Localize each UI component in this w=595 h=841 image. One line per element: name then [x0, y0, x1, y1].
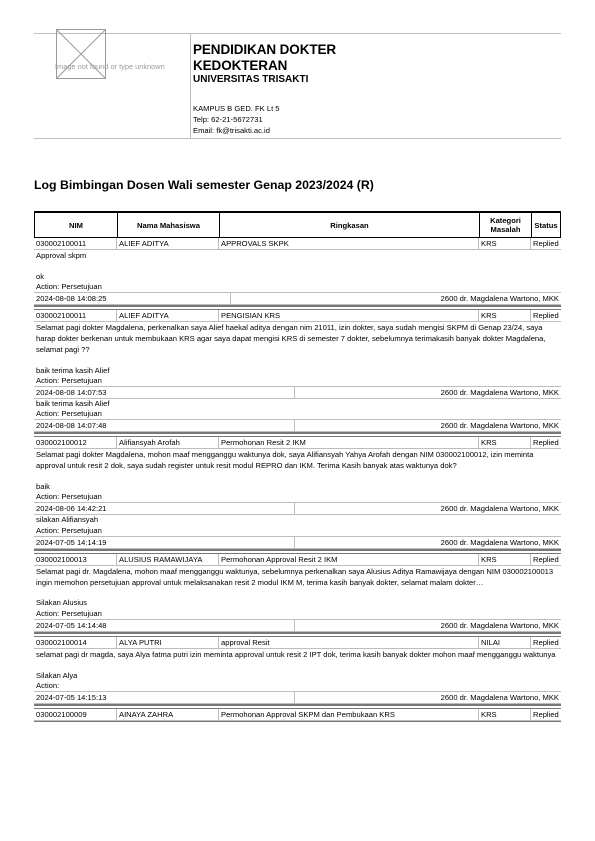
student-message: selamat pagi dr magda, saya Alya fatma putri izin meminta approval untuk resit 2 IPT dok, terima kasih banyak dokter mohon maaf mengganggu waktunya	[36, 649, 556, 659]
column-header-nim: NIM	[69, 220, 83, 230]
reply-action: Action: Persetujuan	[36, 608, 102, 618]
phone: Telp: 62-21-5672731	[193, 115, 263, 124]
student-name-cell: ALIEF ADITYA	[116, 238, 218, 249]
status-cell: Replied	[530, 709, 561, 720]
column-header-status: Status	[531, 213, 560, 237]
log-entry	[34, 306, 561, 433]
student-name-cell: Alifiansyah Arofah	[116, 437, 218, 448]
category-cell: KRS	[478, 437, 530, 448]
student-message: Approval skpm	[36, 251, 87, 260]
institution-name: PENDIDIKAN DOKTER	[193, 42, 337, 57]
category-cell: KRS	[478, 554, 530, 565]
reply-author: 2600 dr. Magdalena Wartono, MKK	[440, 421, 559, 431]
address: KAMPUS B GED. FK Lt 5	[193, 104, 280, 113]
reply-footer	[34, 419, 561, 432]
lecturer-reply: Silakan Alya	[36, 670, 78, 680]
summary-cell: PENGISIAN KRS	[218, 310, 478, 321]
reply-action: Action: Persetujuan	[36, 409, 102, 419]
reply-datetime: 2024-08-08 14:07:48	[36, 421, 107, 431]
column-header-summary: Ringkasan	[219, 213, 479, 237]
reply-action: Action: Persetujuan	[36, 492, 102, 502]
reply-footer	[34, 292, 561, 305]
reply-footer	[34, 386, 561, 399]
reply-author: 2600 dr. Magdalena Wartono, MKK	[440, 620, 559, 630]
lecturer-reply: Silakan Alusius	[36, 598, 88, 608]
footer-divider	[294, 692, 295, 703]
status-cell: Replied	[530, 310, 561, 321]
reply-action: Action: Persetujuan	[36, 282, 102, 291]
nim-cell: 030002100013	[36, 554, 87, 564]
reply-datetime: 2024-07-05 14:15:13	[36, 693, 107, 703]
category-cell: KRS	[478, 310, 530, 321]
student-message: Selamat pagi dokter Magdalena, perkenalkan saya Alief haekal aditya dengan nim 21011, izin dokter, saya sudah mengisi SKPM di Genap 23/24, saya harap dokter berkenan untuk membukaan KRS agar saya dapat mengisi KRS di semester 7 dokter, sebelumnya terimakasih banyak dokter Magdalena, selamat pagi ??	[36, 323, 546, 354]
table-row	[34, 238, 561, 250]
status-cell: Replied	[530, 437, 561, 448]
reply-author: 2600 dr. Magdalena Wartono, MKK	[440, 693, 559, 703]
lecturer-reply: silakan Alifiansyah	[36, 515, 99, 525]
category-cell: KRS	[478, 238, 530, 249]
column-header-category: Kategori Masalah	[479, 213, 531, 237]
lecturer-reply: baik	[36, 482, 50, 491]
nim-cell: 030002100014	[36, 637, 87, 647]
footer-divider	[294, 420, 295, 431]
footer-divider	[294, 503, 295, 514]
reply-datetime: 2024-07-05 14:14:48	[36, 620, 107, 630]
status-cell: Replied	[530, 554, 561, 565]
table-row	[34, 554, 561, 566]
student-name-cell: AINAYA ZAHRA	[116, 709, 218, 720]
reply-datetime: 2024-08-06 14:42:21	[36, 504, 107, 514]
log-entry	[34, 433, 561, 549]
log-entry	[34, 633, 561, 705]
summary-cell: APPROVALS SKPK	[218, 238, 478, 249]
reply-author: 2600 dr. Magdalena Wartono, MKK	[440, 294, 559, 304]
category-cell: NILAI	[478, 637, 530, 648]
page-title: Log Bimbingan Dosen Wali semester Genap 2023/2024 (R)	[34, 178, 374, 192]
lecturer-reply: baik terima kasih Alief	[36, 399, 110, 408]
university-name: UNIVERSITAS TRISAKTI	[193, 74, 309, 85]
broken-image-icon	[56, 29, 106, 79]
reply-author: 2600 dr. Magdalena Wartono, MKK	[440, 388, 559, 397]
log-entries	[34, 238, 561, 722]
nim-cell: 030002100011	[36, 239, 87, 248]
reply-footer	[34, 502, 561, 515]
reply-datetime: 2024-07-05 14:14:19	[36, 537, 107, 547]
letterhead-divider	[190, 34, 191, 138]
footer-divider	[230, 293, 231, 304]
reply-action: Action:	[36, 680, 60, 690]
nim-cell: 030002100012	[36, 438, 87, 448]
table-row	[34, 437, 561, 449]
category-cell: KRS	[478, 709, 530, 720]
status-cell: Replied	[530, 238, 561, 249]
table-header	[34, 211, 561, 238]
student-name-cell: ALUSIUS RAMAWIJAYA	[116, 554, 218, 565]
summary-cell: Permohonan Approval Resit 2 IKM	[218, 554, 478, 565]
student-message: Selamat pagi dr. Magdalena, mohon maaf mengganggu waktunya, sebelumnya perkenalkan saya Alusius Aditya Ramawijaya dengan NIM 030002100013 ingin memohon persetujuan approval untuk melaksanakan resit 2 modul IKM M, terima kasih banyak dokter, selamat malam dokter…	[36, 566, 554, 587]
nim-cell: 030002100009	[36, 710, 87, 720]
table-row	[34, 310, 561, 322]
log-entry	[34, 238, 561, 306]
student-name-cell: ALIEF ADITYA	[116, 310, 218, 321]
reply-datetime: 2024-08-08 14:08:25	[36, 294, 107, 304]
lecturer-reply: baik terima kasih Alief	[36, 365, 110, 375]
reply-footer	[34, 619, 561, 632]
lecturer-reply: ok	[36, 271, 45, 281]
logo-alt-text: Image not found or type unknown	[55, 62, 165, 71]
log-entry	[34, 705, 561, 722]
reply-author: 2600 dr. Magdalena Wartono, MKK	[440, 504, 559, 514]
reply-author: 2600 dr. Magdalena Wartono, MKK	[440, 537, 559, 547]
reply-action: Action: Persetujuan	[36, 375, 102, 385]
summary-cell: Permohonan Resit 2 IKM	[218, 437, 478, 448]
nim-cell: 030002100011	[36, 311, 87, 321]
reply-action: Action: Persetujuan	[36, 525, 102, 535]
email: Email: fk@trisakti.ac.id	[193, 126, 270, 135]
institution-name-line2: KEDOKTERAN	[193, 58, 288, 73]
reply-footer	[34, 691, 561, 704]
student-name-cell: ALYA PUTRI	[116, 637, 218, 648]
student-message: Selamat pagi dokter Magdalena, mohon maaf mengganggu waktunya dok, saya Alifiansyah Yahya Arofah dengan NIM 030002100012, izin meminta approval untuk resit 2 dok, saya sudah register untuk resit modul REPRO dan IKM. Terima Kasih banyak atas waktunya dok?	[36, 450, 534, 471]
column-header-name: Nama Mahasiswa	[117, 213, 219, 237]
table-row	[34, 637, 561, 649]
guidance-log-table	[34, 211, 561, 722]
status-cell: Replied	[530, 637, 561, 648]
summary-cell: approval Resit	[218, 637, 478, 648]
table-row	[34, 709, 561, 721]
reply-footer	[34, 536, 561, 549]
summary-cell: Permohonan Approval SKPM dan Pembukaan KRS	[218, 709, 478, 720]
footer-divider	[294, 620, 295, 631]
log-entry	[34, 550, 561, 633]
reply-datetime: 2024-08-08 14:07:53	[36, 388, 107, 397]
footer-divider	[294, 537, 295, 548]
footer-divider	[294, 387, 295, 398]
